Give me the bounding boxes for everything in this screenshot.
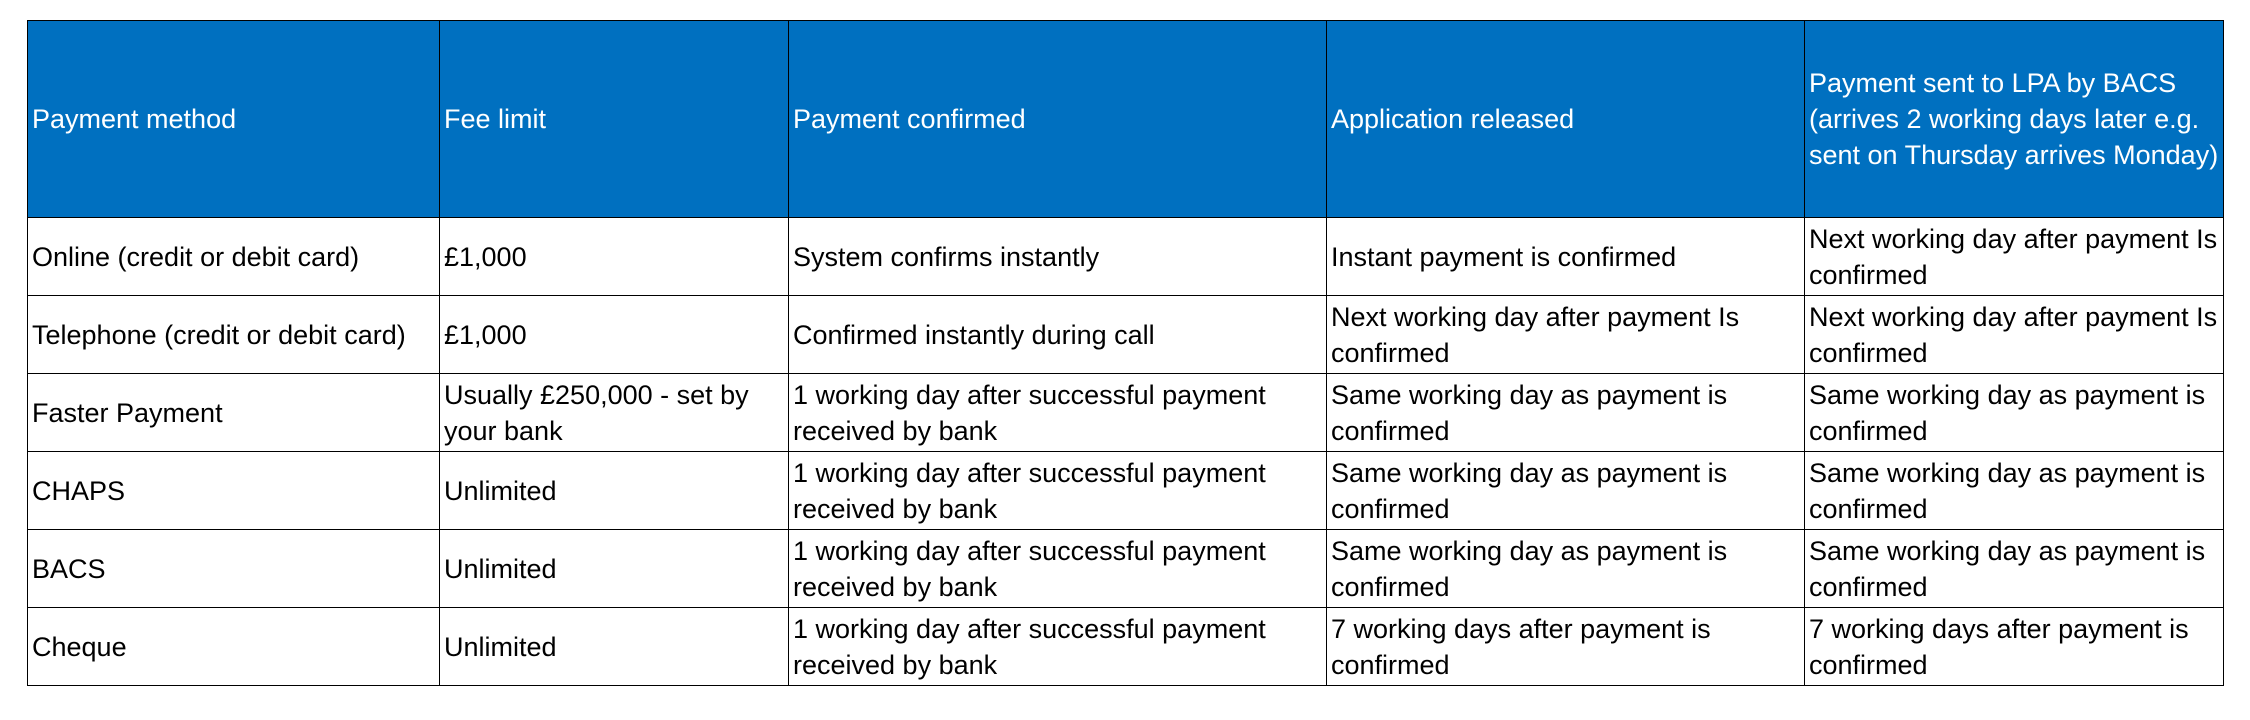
cell-payment-method: Telephone (credit or debit card) [28, 296, 440, 374]
cell-payment-confirmed: 1 working day after successful payment received by bank [789, 530, 1327, 608]
cell-fee-limit: Usually £250,000 - set by your bank [440, 374, 789, 452]
cell-application-released: Next working day after payment Is confirmed [1327, 296, 1805, 374]
cell-payment-sent-to-lpa: Same working day as payment is confirmed [1805, 452, 2224, 530]
cell-payment-sent-to-lpa: 7 working days after payment is confirmed [1805, 608, 2224, 686]
cell-payment-sent-to-lpa: Same working day as payment is confirmed [1805, 374, 2224, 452]
cell-application-released: Instant payment is confirmed [1327, 218, 1805, 296]
cell-fee-limit: £1,000 [440, 218, 789, 296]
table-body [28, 218, 2224, 686]
cell-payment-method: Cheque [28, 608, 440, 686]
table-row [28, 452, 2224, 530]
cell-payment-confirmed: Confirmed instantly during call [789, 296, 1327, 374]
cell-payment-sent-to-lpa: Next working day after payment Is confirmed [1805, 296, 2224, 374]
header-application-released: Application released [1327, 21, 1805, 218]
cell-application-released: 7 working days after payment is confirmed [1327, 608, 1805, 686]
table-row [28, 218, 2224, 296]
table-header [28, 21, 2224, 218]
cell-payment-sent-to-lpa: Same working day as payment is confirmed [1805, 530, 2224, 608]
cell-payment-sent-to-lpa: Next working day after payment Is confirmed [1805, 218, 2224, 296]
table-row [28, 296, 2224, 374]
header-fee-limit: Fee limit [440, 21, 789, 218]
table-row [28, 530, 2224, 608]
cell-fee-limit: Unlimited [440, 608, 789, 686]
header-row [28, 21, 2224, 218]
header-payment-method: Payment method [28, 21, 440, 218]
cell-payment-method: CHAPS [28, 452, 440, 530]
cell-fee-limit: Unlimited [440, 530, 789, 608]
cell-payment-confirmed: 1 working day after successful payment received by bank [789, 608, 1327, 686]
cell-fee-limit: Unlimited [440, 452, 789, 530]
cell-payment-method: Faster Payment [28, 374, 440, 452]
cell-application-released: Same working day as payment is confirmed [1327, 530, 1805, 608]
header-payment-sent-to-lpa: Payment sent to LPA by BACS (arrives 2 working days later e.g. sent on Thursday arrives Monday) [1805, 21, 2224, 218]
payment-methods-table [27, 20, 2224, 686]
table-row [28, 608, 2224, 686]
cell-payment-confirmed: 1 working day after successful payment received by bank [789, 452, 1327, 530]
cell-payment-method: Online (credit or debit card) [28, 218, 440, 296]
header-payment-confirmed: Payment confirmed [789, 21, 1327, 218]
cell-application-released: Same working day as payment is confirmed [1327, 452, 1805, 530]
cell-payment-confirmed: System confirms instantly [789, 218, 1327, 296]
table-row [28, 374, 2224, 452]
cell-payment-confirmed: 1 working day after successful payment received by bank [789, 374, 1327, 452]
cell-fee-limit: £1,000 [440, 296, 789, 374]
cell-payment-method: BACS [28, 530, 440, 608]
cell-application-released: Same working day as payment is confirmed [1327, 374, 1805, 452]
